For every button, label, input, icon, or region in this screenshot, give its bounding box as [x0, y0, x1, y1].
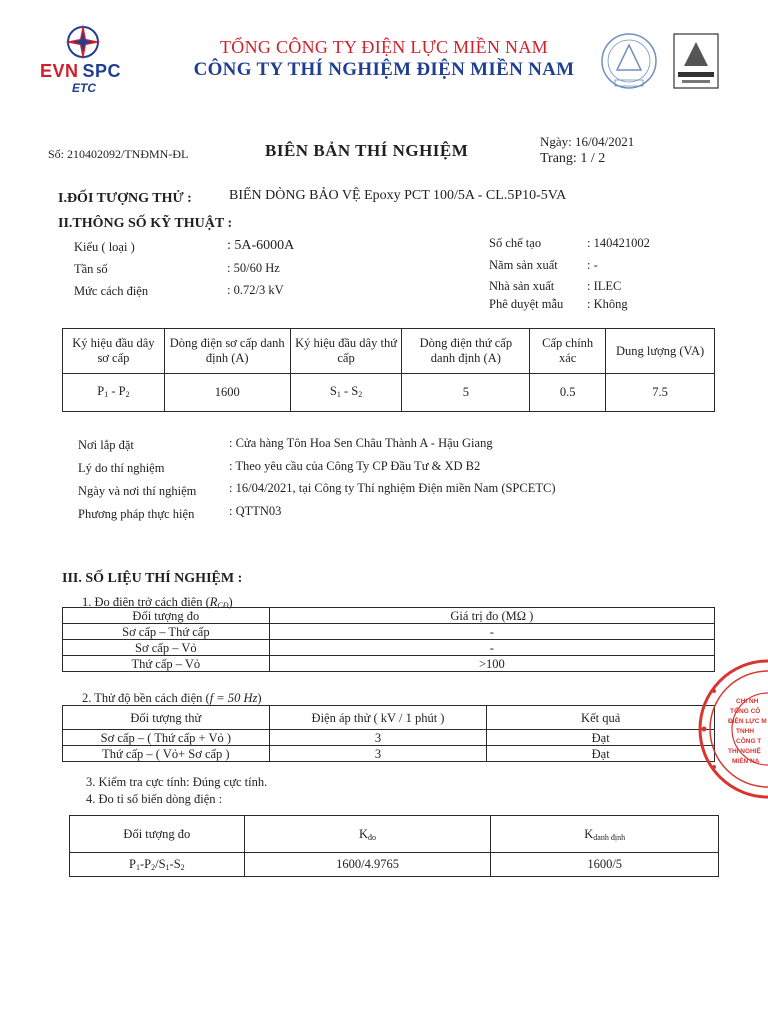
- dt-header-voltage: Điện áp thử ( kV / 1 phút ): [269, 706, 487, 730]
- dt-header-result: Kết quả: [487, 706, 715, 730]
- spec-value-frequency: : 50/60 Hz: [227, 261, 280, 275]
- svg-text:MIỀN NA: MIỀN NA: [732, 758, 760, 765]
- dt-row-object: Thứ cấp – ( Vỏ+ Sơ cấp ): [63, 746, 270, 762]
- install-label-reason: Lý do thí nghiệm: [78, 461, 165, 475]
- ratio-header-measured: $K_{đo}$: [244, 816, 491, 853]
- red-seal-icon: [690, 657, 768, 803]
- logo-evn: EVN: [40, 61, 79, 81]
- svg-text:CHI NH: CHI NH: [736, 698, 759, 705]
- spec-cell-primary-terminal: $P_1 - P_2$: [63, 374, 165, 412]
- svg-text:TNHH: TNHH: [736, 728, 755, 735]
- spec-header-primary-terminal: Ký hiệu đầu dây sơ cấp: [63, 329, 165, 374]
- section1-heading: I.ĐỐI TƯỢNG THỬ :: [58, 191, 192, 206]
- spec-value-approval: : Không: [587, 297, 628, 311]
- spec-value-insulation: : 0.72/3 kV: [227, 283, 284, 297]
- spec-value-manufacturer: : ILEC: [587, 279, 622, 293]
- logo-etc: ETC: [72, 81, 96, 95]
- org-name: CÔNG TY THÍ NGHIỆM ĐIỆN MIỀN NAM: [193, 59, 575, 80]
- spec-label-frequency: Tần số: [74, 262, 108, 276]
- svg-text:THÍ NGHIỆ: THÍ NGHIỆ: [728, 748, 761, 755]
- ratio-row-object: $P_1-P_2/S_1-S_2$: [70, 853, 245, 877]
- install-value-location: : Cửa hàng Tôn Hoa Sen Châu Thành A - Hậu Giang: [229, 436, 493, 450]
- spec-cell-secondary-current: 5: [402, 374, 530, 412]
- ir-row-value: -: [269, 624, 714, 640]
- dt-row-object: Sơ cấp – ( Thứ cấp + Vỏ ): [63, 730, 270, 746]
- document-date: Ngày: 16/04/2021: [540, 134, 635, 149]
- document-title: BIÊN BẢN THÍ NGHIỆM: [265, 141, 469, 160]
- dt-row-result: Đạt: [487, 730, 715, 746]
- spec-header-burden: Dung lượng (VA): [606, 329, 715, 374]
- spec-table: [62, 328, 715, 412]
- ir-header-object: Đối tượng đo: [63, 608, 270, 624]
- spec-label-insulation: Mức cách điện: [74, 284, 149, 298]
- document-number: Số: 210402092/TNĐMN-ĐL: [48, 147, 189, 161]
- spec-header-secondary-terminal: Ký hiệu đầu dây thứ cấp: [290, 329, 402, 374]
- ratio-header-rated: $K_{danh định}$: [491, 816, 719, 853]
- org-name-parent: TỔNG CÔNG TY ĐIỆN LỰC MIỀN NAM: [220, 37, 548, 57]
- dt-header-object: Đối tượng thử: [63, 706, 270, 730]
- ir-row-object: Sơ cấp – Vỏ: [63, 640, 270, 656]
- item2-title: 2. Thử độ bền cách điện (f = 50 Hz): [82, 691, 262, 705]
- install-label-method: Phương pháp thực hiện: [78, 507, 195, 521]
- spec-value-serial: : 140421002: [587, 236, 650, 250]
- dt-row-voltage: 3: [269, 746, 487, 762]
- install-value-method: : QTTN03: [229, 504, 282, 518]
- ratio-row-measured: 1600/4.9765: [244, 853, 491, 877]
- ir-row-value: -: [269, 640, 714, 656]
- dielectric-test-table: [62, 705, 715, 762]
- svg-text:ĐIỆN LỰC M: ĐIỆN LỰC M: [728, 718, 767, 725]
- spec-cell-primary-current: 1600: [164, 374, 290, 412]
- ir-header-value: Giá trị đo (MΩ ): [269, 608, 714, 624]
- ratio-table: [69, 815, 719, 877]
- section3-heading: III. SỐ LIỆU THÍ NGHIỆM :: [62, 571, 243, 586]
- accreditation-mark-icon: [672, 32, 720, 90]
- install-label-date-place: Ngày và nơi thí nghiệm: [78, 484, 197, 498]
- spec-cell-accuracy: 0.5: [530, 374, 606, 412]
- spec-label-approval: Phê duyệt mẫu: [489, 297, 564, 311]
- spec-label-type: Kiểu ( loại ): [74, 240, 135, 254]
- item1-title: 1. Đo điện trở cách điện $(R_{CĐ})$: [82, 595, 233, 610]
- install-value-date-place: : 16/04/2021, tại Công ty Thí nghiệm Điện miền Nam (SPCETC): [229, 481, 556, 495]
- svg-text:CÔNG T: CÔNG T: [736, 738, 762, 745]
- item4-title: 4. Đo tỉ số biến dòng điện :: [86, 792, 223, 806]
- dt-row-voltage: 3: [269, 730, 487, 746]
- spec-label-serial: Số chế tạo: [489, 236, 542, 250]
- spec-value-year: : -: [587, 258, 598, 272]
- spec-header-primary-current: Dòng điện sơ cấp danh định (A): [164, 329, 290, 374]
- test-object: BIẾN DÒNG BẢO VỆ Epoxy PCT 100/5A - CL.5P10-5VA: [229, 188, 567, 203]
- item3-polarity: 3. Kiểm tra cực tính: Đúng cực tính.: [86, 775, 268, 789]
- spec-cell-burden: 7.5: [606, 374, 715, 412]
- page-number: Trang: 1 / 2: [540, 151, 606, 166]
- company-stamp: [690, 657, 768, 803]
- ir-row-value: >100: [269, 656, 714, 672]
- ir-row-object: Thứ cấp – Vỏ: [63, 656, 270, 672]
- spec-value-type: : 5A-6000A: [227, 238, 295, 253]
- install-label-location: Nơi lắp đặt: [78, 438, 134, 452]
- insulation-resistance-table: [62, 607, 715, 672]
- logo-spc: SPC: [82, 61, 122, 81]
- spec-label-manufacturer: Nhà sản xuất: [489, 279, 555, 293]
- certification-seal-icon: [597, 30, 661, 92]
- spec-label-year: Năm sản xuất: [489, 258, 558, 272]
- ir-row-object: Sơ cấp – Thứ cấp: [63, 624, 270, 640]
- spec-cell-secondary-terminal: $S_1 - S_2$: [290, 374, 402, 412]
- section2-heading: II.THÔNG SỐ KỸ THUẬT :: [58, 216, 233, 231]
- svg-text:TỔNG CÔ: TỔNG CÔ: [730, 708, 761, 715]
- install-value-reason: : Theo yêu cầu của Công Ty CP Đầu Tư & XD B2: [229, 459, 481, 473]
- ratio-header-object: Đối tượng đo: [70, 816, 245, 853]
- dt-row-result: Đạt: [487, 746, 715, 762]
- ratio-row-rated: 1600/5: [491, 853, 719, 877]
- spec-header-accuracy: Cấp chính xác: [530, 329, 606, 374]
- spec-header-secondary-current: Dòng điện thứ cấp danh định (A): [402, 329, 530, 374]
